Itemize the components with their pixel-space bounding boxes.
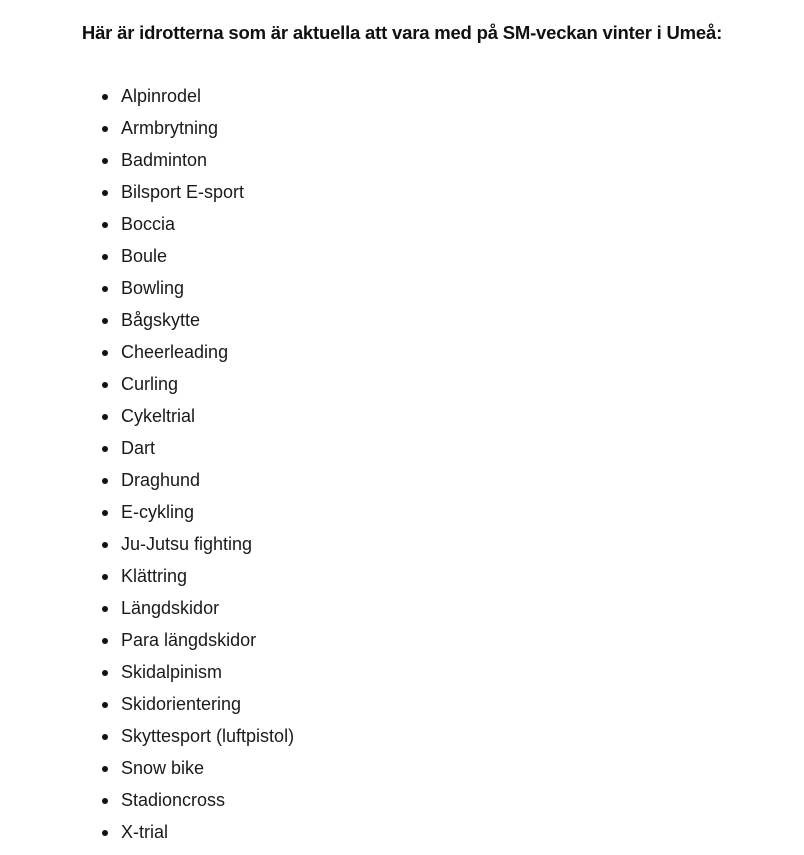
sport-label: Skidorientering <box>121 694 242 714</box>
bullet-icon <box>102 222 108 228</box>
sport-label: Cheerleading <box>121 342 229 362</box>
bullet-icon <box>102 350 108 356</box>
bullet-icon <box>102 478 108 484</box>
bullet-icon <box>102 510 108 516</box>
sport-label: Bowling <box>121 278 185 298</box>
list-item <box>0 400 294 432</box>
bullet-icon <box>102 158 108 164</box>
list-item <box>0 496 294 528</box>
list-item <box>0 112 294 144</box>
sport-label: Dart <box>121 438 156 458</box>
sport-label: Skidalpinism <box>121 662 223 682</box>
list-item <box>0 688 294 720</box>
bullet-icon <box>102 286 108 292</box>
sport-label: Stadioncross <box>121 790 226 810</box>
bullet-icon <box>102 254 108 260</box>
list-item <box>0 464 294 496</box>
sport-label: Cykeltrial <box>121 406 196 426</box>
list-item <box>0 752 294 784</box>
bullet-icon <box>102 798 108 804</box>
bullet-icon <box>102 382 108 388</box>
sport-label: Bilsport E-sport <box>121 182 245 202</box>
sport-label: Längdskidor <box>121 598 220 618</box>
list-item <box>0 272 294 304</box>
sport-label: Klättring <box>121 566 188 586</box>
sport-label: Draghund <box>121 470 201 490</box>
sport-label: Boccia <box>121 214 176 234</box>
page-heading: Här är idrotterna som är aktuella att vara med på SM-veckan vinter i Umeå: <box>81 22 723 43</box>
sport-label: Ju-Jutsu fighting <box>121 534 253 554</box>
sport-label: Badminton <box>121 150 208 170</box>
sport-label: Para längdskidor <box>121 630 257 650</box>
list-item <box>0 176 294 208</box>
bullet-icon <box>102 574 108 580</box>
bullet-icon <box>102 830 108 836</box>
sport-label: X-trial <box>121 822 169 842</box>
bullet-icon <box>102 734 108 740</box>
list-item <box>0 208 294 240</box>
list-item <box>0 656 294 688</box>
list-item <box>0 80 294 112</box>
list-item <box>0 624 294 656</box>
bullet-icon <box>102 190 108 196</box>
list-item <box>0 432 294 464</box>
list-item <box>0 528 294 560</box>
sport-label: E-cykling <box>121 502 195 522</box>
sports-list <box>0 80 294 848</box>
sport-label: Curling <box>121 374 179 394</box>
bullet-icon <box>102 638 108 644</box>
list-item <box>0 368 294 400</box>
bullet-icon <box>102 414 108 420</box>
list-item <box>0 720 294 752</box>
list-item <box>0 560 294 592</box>
list-item <box>0 592 294 624</box>
bullet-icon <box>102 542 108 548</box>
bullet-icon <box>102 766 108 772</box>
bullet-icon <box>102 606 108 612</box>
bullet-icon <box>102 446 108 452</box>
sport-label: Armbrytning <box>121 118 219 138</box>
bullet-icon <box>102 126 108 132</box>
bullet-icon <box>102 94 108 100</box>
list-item <box>0 144 294 176</box>
sport-label: Snow bike <box>121 758 205 778</box>
bullet-icon <box>102 702 108 708</box>
sport-label: Boule <box>121 246 168 266</box>
list-item <box>0 336 294 368</box>
bullet-icon <box>102 318 108 324</box>
list-item <box>0 816 294 848</box>
bullet-icon <box>102 670 108 676</box>
sport-label: Bågskytte <box>121 310 201 330</box>
sport-label: Skyttesport (luftpistol) <box>121 726 295 746</box>
list-item <box>0 784 294 816</box>
list-item <box>0 304 294 336</box>
sport-label: Alpinrodel <box>121 86 202 106</box>
list-item <box>0 240 294 272</box>
